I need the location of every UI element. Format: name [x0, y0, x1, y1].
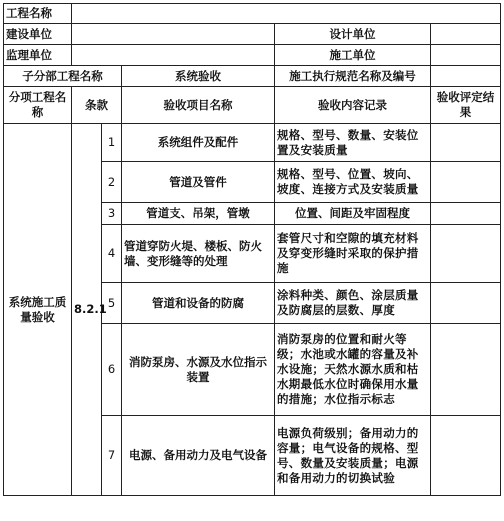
- evaluation-result-cell: [431, 324, 501, 416]
- supervision-unit-value: [72, 45, 275, 66]
- project-name-value: [72, 4, 501, 24]
- acceptance-item-name: 电源、备用动力及电气设备: [122, 416, 275, 496]
- acceptance-item-name: 管道支、吊架，管墩: [122, 203, 275, 225]
- row-number: 3: [102, 203, 122, 225]
- row-sub-project: [4, 66, 501, 87]
- acceptance-record-content: 套管尺寸和空隙的填充材料及穿变形缝时采取的保护措施: [275, 225, 431, 283]
- acceptance-record-content: 规格、型号、数量、安装位置及安装质量: [275, 124, 431, 162]
- acceptance-item-name: 管道穿防火堤、楼板、防火墙、变形缝等的处理: [122, 225, 275, 283]
- acceptance-record-content: 规格、型号、位置、坡向、坡度、连接方式及安装质量: [275, 162, 431, 203]
- col-header-item-project-name: 分项工程名称: [4, 87, 72, 124]
- row-supervision-unit: [4, 45, 501, 66]
- acceptance-item-name: 管道和设备的防腐: [122, 283, 275, 324]
- evaluation-result-cell: [431, 225, 501, 283]
- group-name: 系统施工质量验收: [4, 124, 72, 496]
- standard-label: 施工执行规范名称及编号: [275, 66, 431, 87]
- acceptance-item-name: 系统组件及配件: [122, 124, 275, 162]
- contractor-label: 施工单位: [275, 45, 431, 66]
- sub-project-value: 系统验收: [122, 66, 275, 87]
- col-header-clause: 条款: [72, 87, 122, 124]
- evaluation-result-cell: [431, 124, 501, 162]
- sub-project-label: 子分部工程名称: [4, 66, 122, 87]
- row-number: 1: [102, 124, 122, 162]
- acceptance-item-name: 消防泵房、水源及水位指示装置: [122, 324, 275, 416]
- evaluation-result-cell: [431, 283, 501, 324]
- evaluation-result-cell: [431, 162, 501, 203]
- row-number: 6: [102, 324, 122, 416]
- design-unit-label: 设计单位: [275, 24, 431, 45]
- acceptance-record-content: 电源负荷级别；备用动力的容量；电气设备的规格、型号、数量及安装质量；电源和备用动力的切换试验: [275, 416, 431, 496]
- standard-value: [431, 66, 501, 87]
- row-project-name: [4, 4, 501, 24]
- col-header-acceptance-item: 验收项目名称: [122, 87, 275, 124]
- evaluation-result-cell: [431, 203, 501, 225]
- acceptance-record-content: 消防泵房的位置和耐火等级；水池或水罐的容量及补水设施；天然水源水质和枯水期最低水位时确保用水量的措施；水位指示标志: [275, 324, 431, 416]
- col-header-evaluation-result: 验收评定结果: [431, 87, 501, 124]
- acceptance-item-name: 管道及管件: [122, 162, 275, 203]
- design-unit-value: [431, 24, 501, 45]
- supervision-unit-label: 监理单位: [4, 45, 72, 66]
- row-number: 5: [102, 283, 122, 324]
- col-header-acceptance-record: 验收内容记录: [275, 87, 431, 124]
- construction-unit-label: 建设单位: [4, 24, 72, 45]
- construction-unit-value: [72, 24, 275, 45]
- acceptance-record-content: 涂料种类、颜色、涂层质量及防腐层的层数、厚度: [275, 283, 431, 324]
- acceptance-record-table: [3, 3, 501, 496]
- row-number: 4: [102, 225, 122, 283]
- evaluation-result-cell: [431, 416, 501, 496]
- row-number: 7: [102, 416, 122, 496]
- column-header-row: [4, 87, 501, 124]
- group-clause: 8.2.1: [72, 124, 102, 496]
- contractor-value: [431, 45, 501, 66]
- row-construction-unit: [4, 24, 501, 45]
- row-number: 2: [102, 162, 122, 203]
- acceptance-record-content: 位置、间距及牢固程度: [275, 203, 431, 225]
- project-name-label: 工程名称: [4, 4, 72, 24]
- table-row: [4, 124, 501, 162]
